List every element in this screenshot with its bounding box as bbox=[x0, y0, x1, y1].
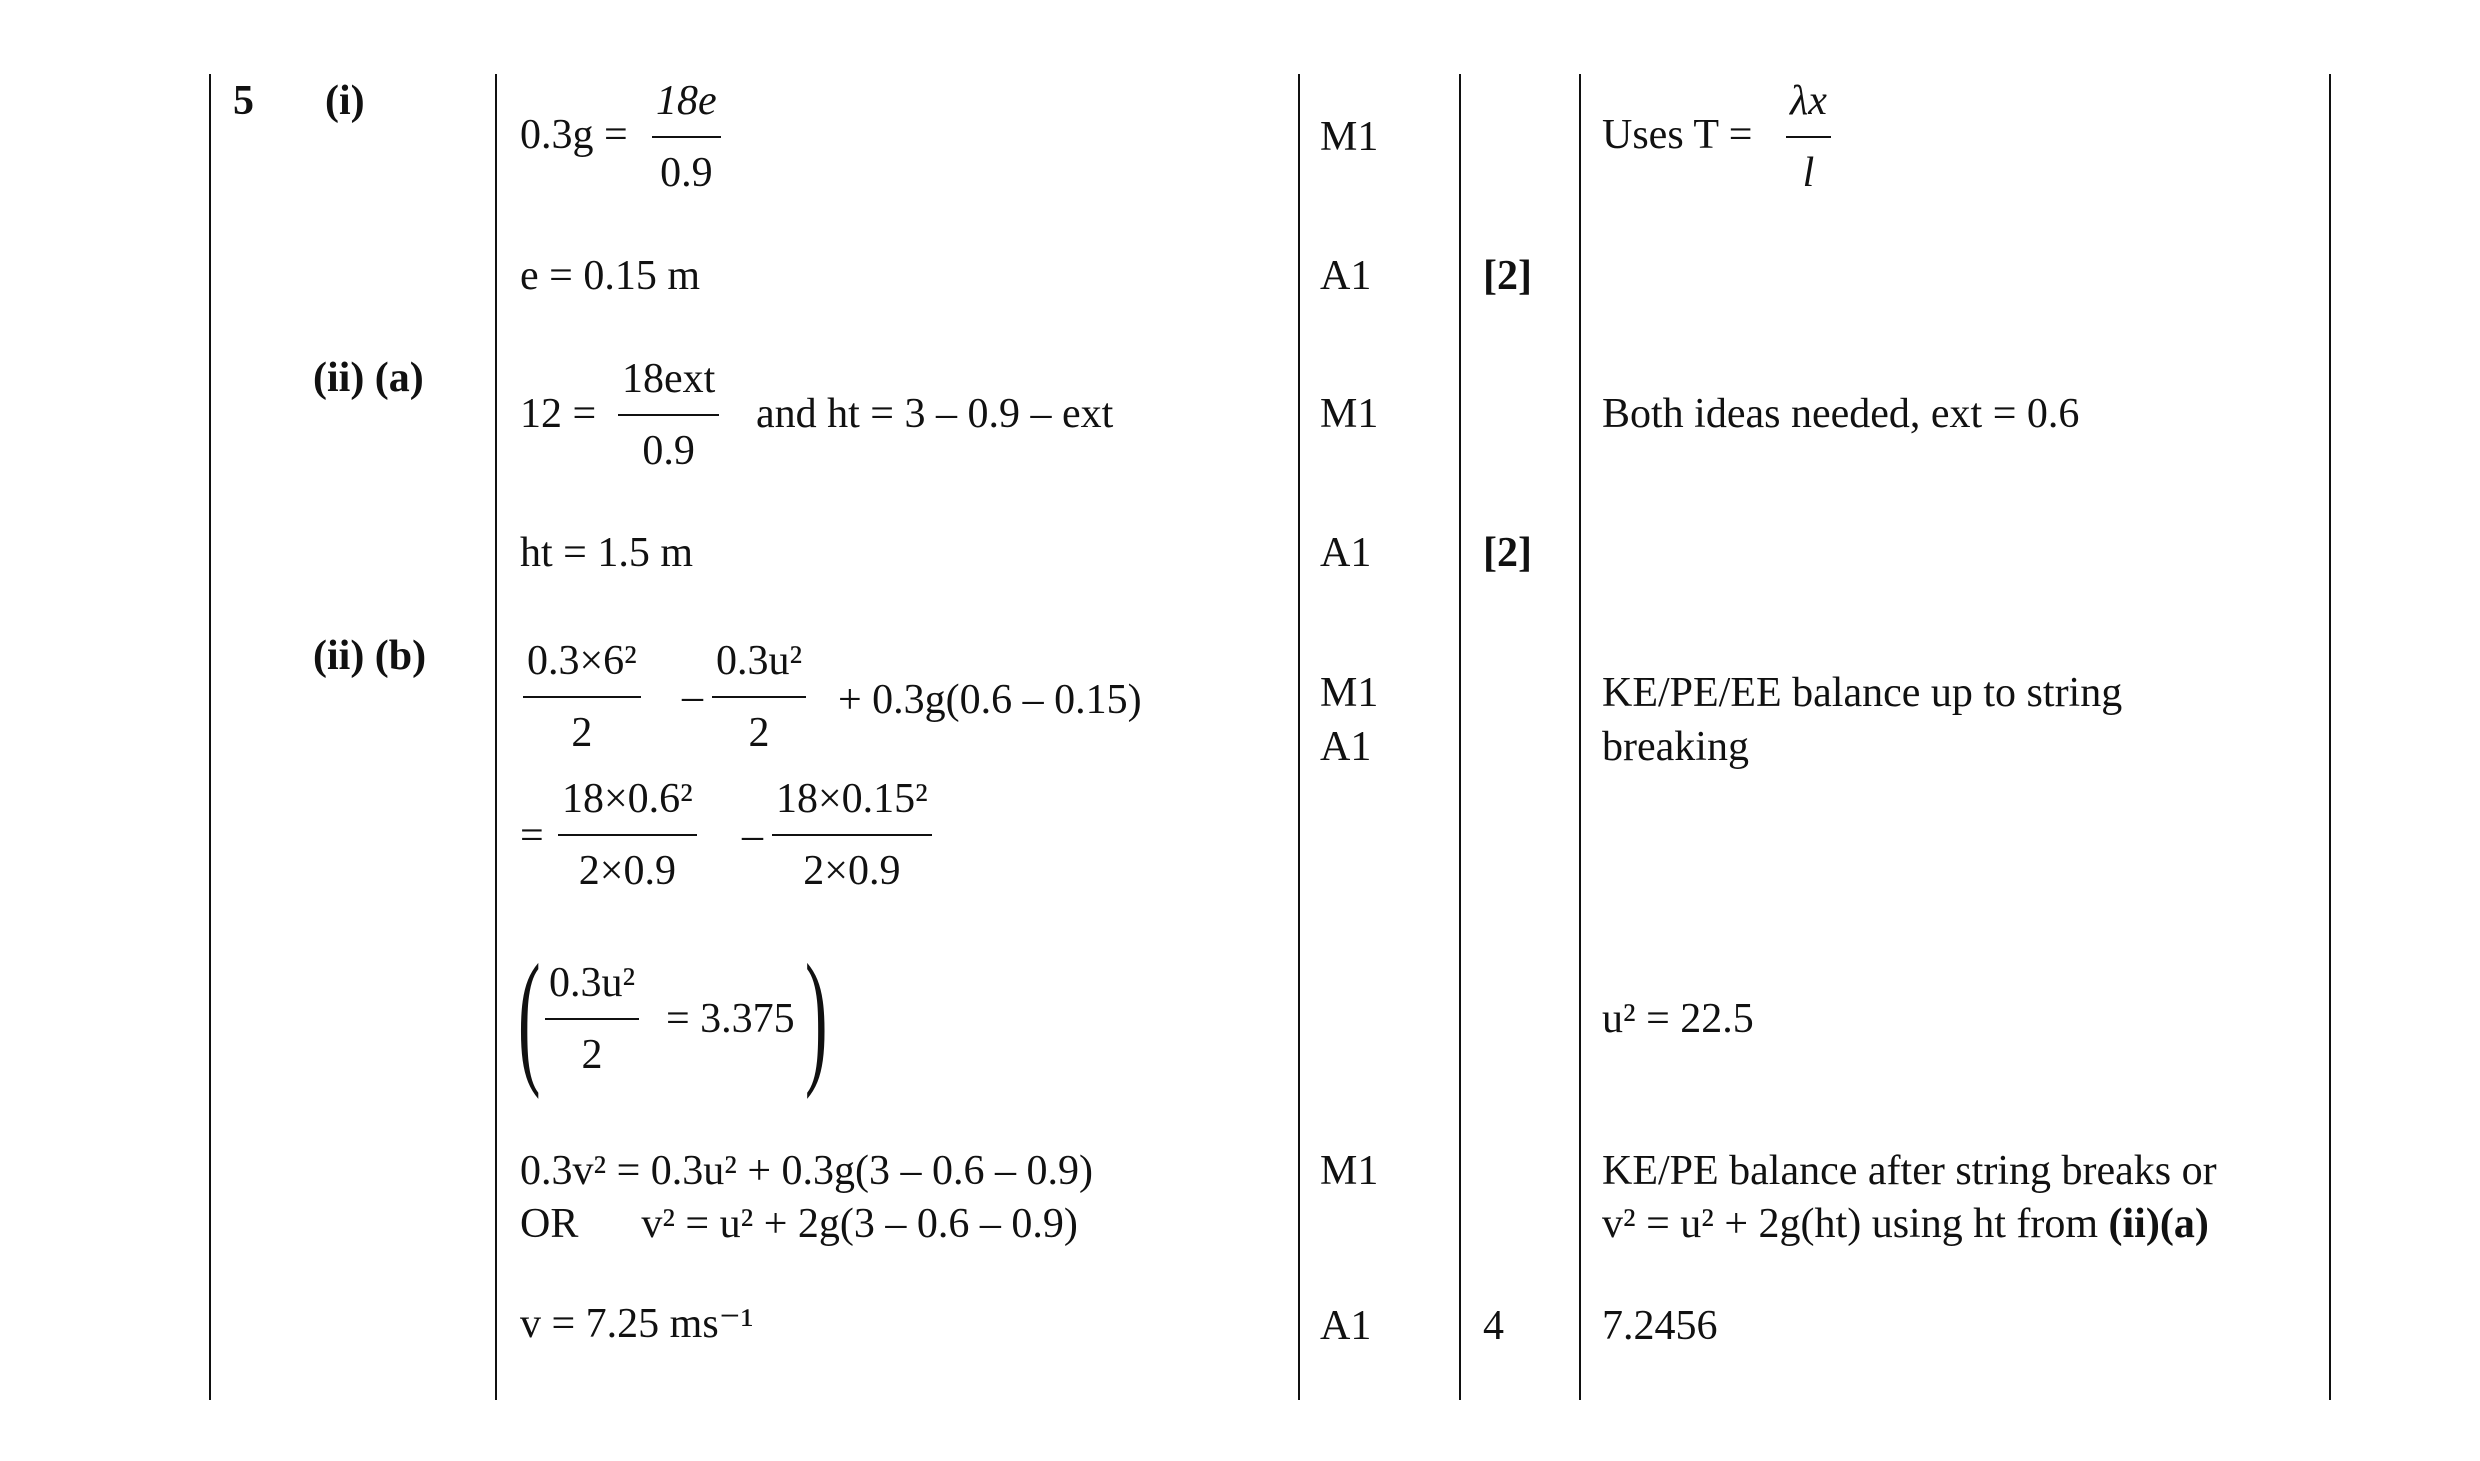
r1-equation-lhs: 0.3g = bbox=[520, 112, 628, 158]
r2-answer: e = 0.15 m bbox=[520, 253, 700, 299]
r3-equation-lhs: 12 = bbox=[520, 391, 597, 437]
r8-answer: v = 7.25 ms⁻¹ bbox=[520, 1301, 754, 1347]
r6-fraction-numerator: 0.3u² bbox=[545, 962, 639, 1020]
table-border-total-right bbox=[1579, 74, 1581, 1400]
r5-fraction-4-numerator: 18×0.15² bbox=[772, 778, 932, 836]
r1-fraction-numerator: 18e bbox=[652, 80, 721, 138]
r3-mark: M1 bbox=[1320, 391, 1379, 437]
r4-total: [2] bbox=[1483, 530, 1532, 576]
r6-guidance: u² = 22.5 bbox=[1602, 996, 1754, 1042]
r4-answer: ht = 1.5 m bbox=[520, 530, 694, 576]
part-label-i: (i) bbox=[325, 78, 365, 124]
r2-mark: A1 bbox=[1320, 253, 1372, 299]
r5-equation-rest: + 0.3g(0.6 – 0.15) bbox=[838, 677, 1142, 723]
r5-fraction-2-numerator: 0.3u² bbox=[712, 640, 806, 698]
r6-fraction-denominator: 2 bbox=[581, 1032, 603, 1078]
r1-fraction-denominator: 0.9 bbox=[660, 150, 713, 196]
r3-guidance: Both ideas needed, ext = 0.6 bbox=[1602, 391, 2080, 437]
r5-fraction-3-numerator: 18×0.6² bbox=[558, 778, 697, 836]
r5-fraction-3 bbox=[558, 778, 697, 892]
r1-mark: M1 bbox=[1320, 114, 1379, 160]
r5-fraction-1-numerator: 0.3×6² bbox=[523, 640, 641, 698]
table-border-answer-right bbox=[1298, 74, 1300, 1400]
r7-guidance-line-1: KE/PE balance after string breaks or bbox=[1602, 1148, 2217, 1194]
r5-mark-2: A1 bbox=[1320, 724, 1372, 770]
r6-equation-rest: = 3.375 bbox=[666, 996, 795, 1042]
r1-guidance-numerator: λx bbox=[1786, 80, 1831, 138]
r7-guidance-line-2 bbox=[1602, 1203, 2209, 1245]
r7-equation-line-2: OR v² = u² + 2g(3 – 0.6 – 0.9) bbox=[520, 1201, 1078, 1247]
r3-fraction bbox=[618, 358, 719, 472]
part-label-ii-b: (ii) (b) bbox=[313, 633, 427, 679]
r6-left-paren: ( bbox=[518, 934, 541, 1100]
r7-guidance-line-2-text: v² = u² + 2g(ht) using ht from bbox=[1602, 1201, 2099, 1247]
r5-fraction-2-denominator: 2 bbox=[748, 710, 770, 756]
r1-guidance-denominator: l bbox=[1802, 150, 1815, 196]
r5-guidance-line-2: breaking bbox=[1602, 724, 1749, 770]
r5-fraction-1 bbox=[523, 640, 641, 754]
r3-fraction-numerator: 18ext bbox=[618, 358, 719, 416]
r7-equation-line-1: 0.3v² = 0.3u² + 0.3g(3 – 0.6 – 0.9) bbox=[520, 1148, 1094, 1194]
r5-mark-1: M1 bbox=[1320, 670, 1379, 716]
part-label-ii-a: (ii) (a) bbox=[313, 355, 424, 401]
r7-guidance-line-2-ref: (ii)(a) bbox=[2108, 1201, 2209, 1247]
r1-fraction bbox=[652, 80, 721, 194]
r8-total: 4 bbox=[1483, 1303, 1504, 1349]
r6-right-paren: ) bbox=[805, 934, 828, 1100]
r5-fraction-4 bbox=[772, 778, 932, 892]
r8-guidance: 7.2456 bbox=[1602, 1303, 1718, 1349]
r5-guidance-line-1: KE/PE/EE balance up to string bbox=[1602, 670, 2123, 716]
r5-fraction-2 bbox=[712, 640, 806, 754]
r5-equals: = bbox=[520, 813, 544, 859]
table-border-answer-left bbox=[495, 74, 497, 1400]
table-border-right bbox=[2329, 74, 2331, 1400]
table-border-left bbox=[209, 74, 211, 1400]
r7-mark: M1 bbox=[1320, 1148, 1379, 1194]
r5-minus-1: – bbox=[682, 674, 703, 720]
r1-guidance-prefix: Uses T = bbox=[1602, 112, 1753, 158]
r8-mark: A1 bbox=[1320, 1303, 1372, 1349]
r5-fraction-3-denominator: 2×0.9 bbox=[578, 848, 676, 894]
table-border-marks-right bbox=[1459, 74, 1461, 1400]
r6-fraction bbox=[545, 962, 639, 1076]
r2-total: [2] bbox=[1483, 253, 1532, 299]
r5-fraction-4-denominator: 2×0.9 bbox=[803, 848, 901, 894]
r1-guidance-fraction bbox=[1786, 80, 1831, 194]
r5-minus-2: – bbox=[742, 813, 763, 859]
question-number: 5 bbox=[233, 78, 254, 124]
r4-mark: A1 bbox=[1320, 530, 1372, 576]
r5-fraction-1-denominator: 2 bbox=[571, 710, 593, 756]
r3-fraction-denominator: 0.9 bbox=[642, 428, 695, 474]
r3-equation-rest: and ht = 3 – 0.9 – ext bbox=[756, 391, 1114, 437]
